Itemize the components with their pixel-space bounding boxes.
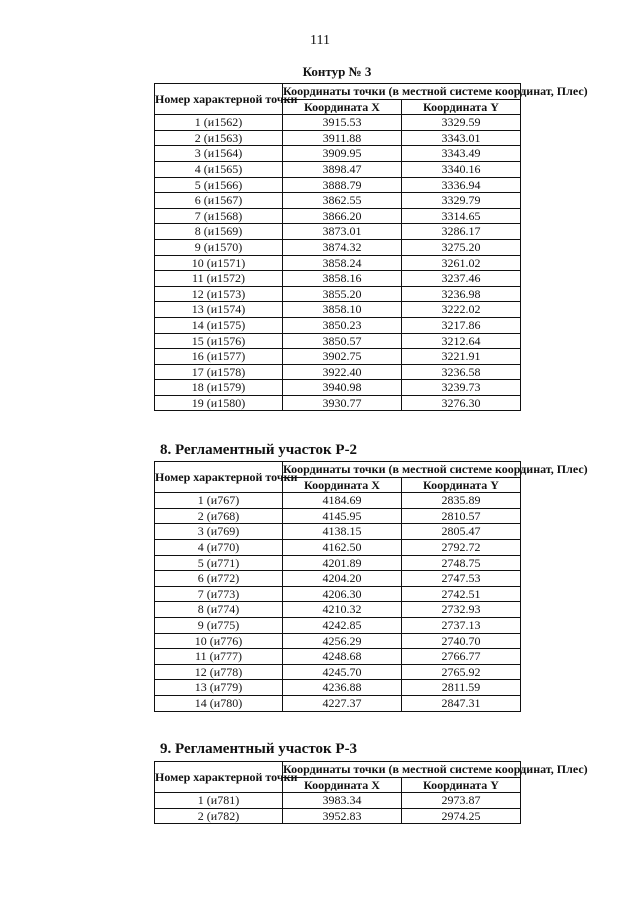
point-number-cell: 9 (и775) [155,617,283,633]
point-number-cell: 2 (и1563) [155,130,283,146]
table-row [155,302,521,318]
point-number-cell: 8 (и1569) [155,224,283,240]
x-coordinate-cell: 4145.95 [283,508,402,524]
y-coordinate-cell: 3314.65 [402,208,521,224]
y-coordinate-cell: 2740.70 [402,633,521,649]
y-coordinate-cell: 2748.75 [402,555,521,571]
point-number-cell: 5 (и1566) [155,177,283,193]
point-number-cell: 1 (и781) [155,793,283,809]
table-row [155,493,521,509]
point-number-cell: 14 (и1575) [155,317,283,333]
point-number-cell: 19 (и1580) [155,395,283,411]
x-coordinate-header: Координата X [283,777,402,793]
y-coordinate-cell: 2810.57 [402,508,521,524]
x-coordinate-cell: 4201.89 [283,555,402,571]
table-row [155,224,521,240]
y-coordinate-cell: 3275.20 [402,239,521,255]
table-row [155,793,521,809]
point-number-cell: 12 (и778) [155,664,283,680]
table-row [155,602,521,618]
point-number-cell: 15 (и1576) [155,333,283,349]
y-coordinate-cell: 2747.53 [402,571,521,587]
table-row [155,617,521,633]
y-coordinate-cell: 2792.72 [402,539,521,555]
y-coordinate-cell: 2732.93 [402,602,521,618]
y-coordinate-cell: 2805.47 [402,524,521,540]
y-coordinate-cell: 2742.51 [402,586,521,602]
y-coordinate-cell: 2811.59 [402,680,521,696]
point-number-header: Номер характерной точки [155,84,283,115]
x-coordinate-cell: 3888.79 [283,177,402,193]
y-coordinate-cell: 3239.73 [402,380,521,396]
y-coordinate-cell: 3236.58 [402,364,521,380]
x-coordinate-cell: 4248.68 [283,649,402,665]
table-row [155,177,521,193]
y-coordinate-cell: 2835.89 [402,493,521,509]
point-number-cell: 13 (и1574) [155,302,283,318]
y-coordinate-cell: 3236.98 [402,286,521,302]
table-row [155,286,521,302]
x-coordinate-cell: 3855.20 [283,286,402,302]
y-coordinate-cell: 3329.79 [402,193,521,209]
point-number-cell: 5 (и771) [155,555,283,571]
point-number-header: Номер характерной точки [155,462,283,493]
y-coordinate-cell: 3212.64 [402,333,521,349]
x-coordinate-cell: 4210.32 [283,602,402,618]
table-row [155,555,521,571]
table-row [155,115,521,131]
point-number-cell: 14 (и780) [155,695,283,711]
y-coordinate-cell: 2737.13 [402,617,521,633]
x-coordinate-cell: 4162.50 [283,539,402,555]
y-coordinate-cell: 2973.87 [402,793,521,809]
table-row [155,239,521,255]
y-coordinate-cell: 3222.02 [402,302,521,318]
x-coordinate-cell: 3911.88 [283,130,402,146]
table-row [155,808,521,824]
y-coordinate-cell: 3286.17 [402,224,521,240]
x-coordinate-header: Координата X [283,477,402,493]
x-coordinate-header: Координата X [283,99,402,115]
table-row [155,664,521,680]
x-coordinate-cell: 3850.57 [283,333,402,349]
table-row [155,193,521,209]
section-9-heading: 9. Регламентный участок Р-3 [160,741,358,757]
point-number-cell: 2 (и782) [155,808,283,824]
point-number-header: Номер характерной точки [155,762,283,793]
table-row [155,539,521,555]
table-row [155,146,521,162]
point-number-cell: 12 (и1573) [155,286,283,302]
x-coordinate-cell: 3952.83 [283,808,402,824]
x-coordinate-cell: 4256.29 [283,633,402,649]
table-row [155,649,521,665]
x-coordinate-cell: 4204.20 [283,571,402,587]
coordinates-header: Координаты точки (в местной системе координат, Плес) [283,462,588,476]
x-coordinate-cell: 3983.34 [283,793,402,809]
x-coordinate-cell: 3858.10 [283,302,402,318]
coordinates-header: Координаты точки (в местной системе координат, Плес) [283,762,588,776]
y-coordinate-cell: 3336.94 [402,177,521,193]
point-number-cell: 17 (и1578) [155,364,283,380]
point-number-cell: 18 (и1579) [155,380,283,396]
table-row [155,508,521,524]
y-coordinate-header: Координата Y [402,99,521,115]
x-coordinate-cell: 3858.24 [283,255,402,271]
table-row [155,695,521,711]
point-number-cell: 6 (и1567) [155,193,283,209]
point-number-cell: 10 (и1571) [155,255,283,271]
section-8-table [154,461,588,712]
x-coordinate-cell: 3902.75 [283,349,402,365]
point-number-cell: 6 (и772) [155,571,283,587]
table-row [155,333,521,349]
point-number-cell: 16 (и1577) [155,349,283,365]
x-coordinate-cell: 3930.77 [283,395,402,411]
y-coordinate-cell: 3221.91 [402,349,521,365]
x-coordinate-cell: 3874.32 [283,239,402,255]
point-number-cell: 11 (и1572) [155,271,283,287]
y-coordinate-cell: 3329.59 [402,115,521,131]
table-row [155,349,521,365]
x-coordinate-cell: 4245.70 [283,664,402,680]
x-coordinate-cell: 3866.20 [283,208,402,224]
point-number-cell: 11 (и777) [155,649,283,665]
table-row [155,130,521,146]
x-coordinate-cell: 4236.88 [283,680,402,696]
point-number-cell: 13 (и779) [155,680,283,696]
table-row [155,680,521,696]
y-coordinate-cell: 2765.92 [402,664,521,680]
table-row [155,380,521,396]
y-coordinate-cell: 3343.01 [402,130,521,146]
x-coordinate-cell: 3873.01 [283,224,402,240]
table-row [155,524,521,540]
table-row [155,161,521,177]
y-coordinate-cell: 3217.86 [402,317,521,333]
point-number-cell: 1 (и1562) [155,115,283,131]
table-row [155,586,521,602]
table-row [155,364,521,380]
y-coordinate-cell: 2974.25 [402,808,521,824]
point-number-cell: 7 (и1568) [155,208,283,224]
point-number-cell: 8 (и774) [155,602,283,618]
table-row [155,255,521,271]
contour-caption: Контур № 3 [302,64,372,79]
table-row [155,208,521,224]
x-coordinate-cell: 3915.53 [283,115,402,131]
table-row [155,395,521,411]
y-coordinate-cell: 3343.49 [402,146,521,162]
y-coordinate-cell: 3261.02 [402,255,521,271]
x-coordinate-cell: 3940.98 [283,380,402,396]
x-coordinate-cell: 4227.37 [283,695,402,711]
point-number-cell: 7 (и773) [155,586,283,602]
table-row [155,633,521,649]
x-coordinate-cell: 4138.15 [283,524,402,540]
y-coordinate-cell: 3276.30 [402,395,521,411]
x-coordinate-cell: 3862.55 [283,193,402,209]
table-row [155,317,521,333]
table-row [155,271,521,287]
x-coordinate-cell: 4242.85 [283,617,402,633]
point-number-cell: 10 (и776) [155,633,283,649]
coordinates-header: Координаты точки (в местной системе координат, Плес) [283,84,588,98]
point-number-cell: 3 (и769) [155,524,283,540]
y-coordinate-cell: 2766.77 [402,649,521,665]
y-coordinate-cell: 2847.31 [402,695,521,711]
point-number-cell: 4 (и1565) [155,161,283,177]
point-number-cell: 3 (и1564) [155,146,283,162]
y-coordinate-cell: 3340.16 [402,161,521,177]
y-coordinate-cell: 3237.46 [402,271,521,287]
point-number-cell: 1 (и767) [155,493,283,509]
page-number: 111 [310,33,330,48]
y-coordinate-header: Координата Y [402,777,521,793]
y-coordinate-header: Координата Y [402,477,521,493]
x-coordinate-cell: 3850.23 [283,317,402,333]
section-8-heading: 8. Регламентный участок Р-2 [160,442,358,458]
point-number-cell: 9 (и1570) [155,239,283,255]
point-number-cell: 2 (и768) [155,508,283,524]
x-coordinate-cell: 3898.47 [283,161,402,177]
x-coordinate-cell: 3909.95 [283,146,402,162]
point-number-cell: 4 (и770) [155,539,283,555]
x-coordinate-cell: 3858.16 [283,271,402,287]
x-coordinate-cell: 4206.30 [283,586,402,602]
x-coordinate-cell: 3922.40 [283,364,402,380]
section-9-table [154,761,588,824]
table-row [155,571,521,587]
contour-3-table [154,83,588,411]
x-coordinate-cell: 4184.69 [283,493,402,509]
